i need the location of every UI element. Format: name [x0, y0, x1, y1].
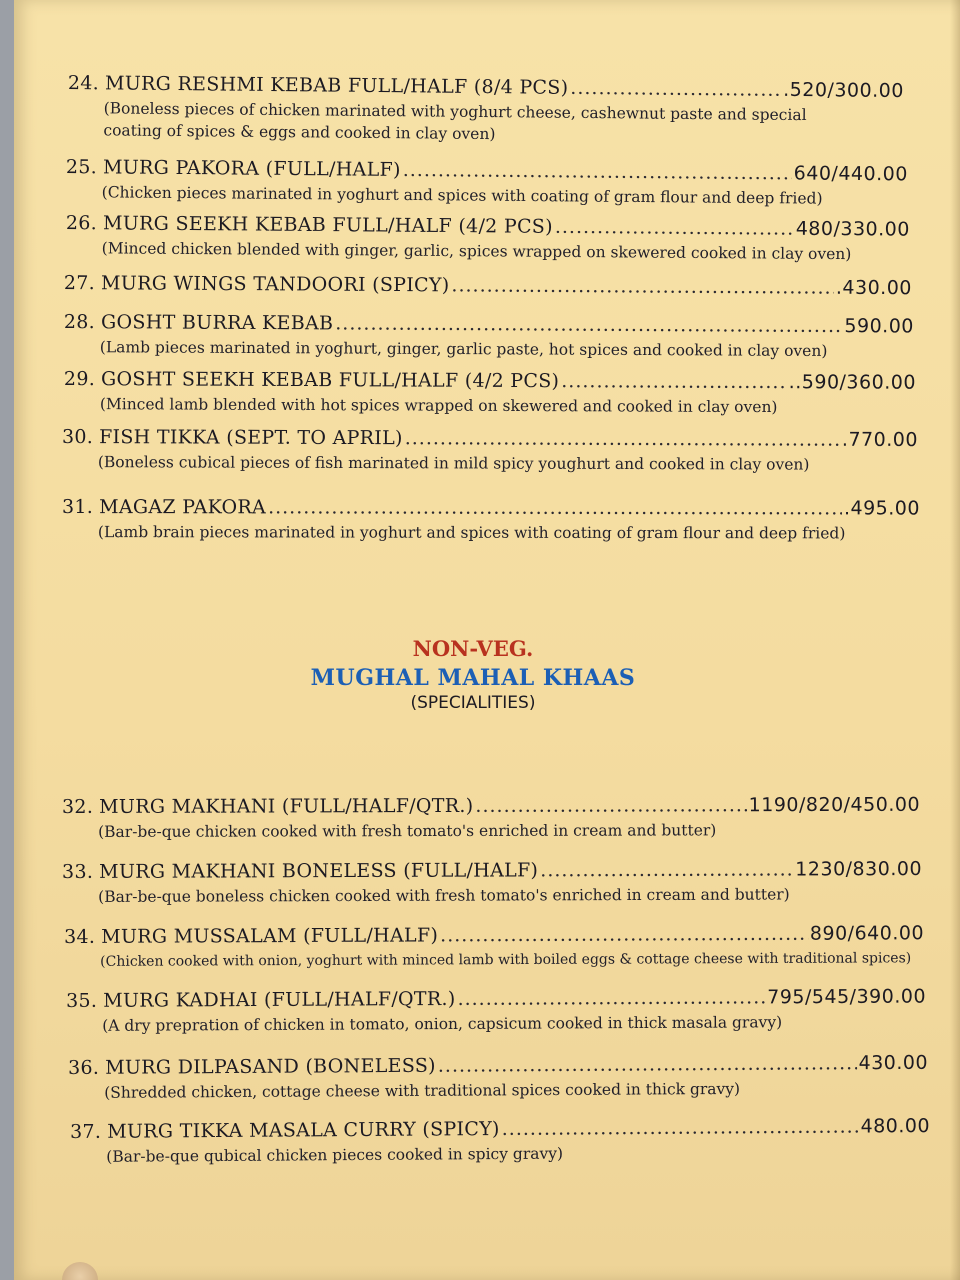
dot-leader: [540, 858, 793, 881]
menu-item-line: [62, 858, 922, 883]
description-line: (Chicken pieces marinated in yoghurt and spices with coating of gram flour and deep fried): [101, 183, 823, 208]
item-price: 480/330.00: [795, 217, 910, 241]
menu-item-line: [62, 496, 920, 519]
item-number: 31.: [61, 496, 94, 519]
item-name: MURG KADHAI (FULL/HALF/QTR.): [103, 987, 456, 1012]
dot-leader: [555, 216, 794, 240]
description-line: (Lamb pieces marinated in yoghurt, ginger, garlic paste, hot spices and cooked in clay oven): [99, 338, 828, 360]
item-number: 26.: [65, 212, 98, 235]
description-line: (Shredded chicken, cottage cheese with traditional spices cooked in thick gravy): [104, 1079, 741, 1102]
dot-leader: [457, 986, 765, 1010]
menu-item-36: [68, 1052, 928, 1104]
dot-leader: [438, 1052, 857, 1077]
dot-leader: [502, 1115, 859, 1139]
item-description: [70, 1140, 930, 1168]
item-number: 32.: [62, 795, 94, 818]
menu-item-30: [62, 426, 918, 476]
menu-item-35: [66, 985, 926, 1037]
item-number: 29.: [63, 368, 96, 391]
description-line: (Lamb brain pieces marinated in yoghurt and spices with coating of gram flour and deep fried): [97, 523, 846, 543]
item-name: MURG SEEKH KEBAB FULL/HALF (4/2 PCS): [102, 212, 553, 238]
item-number: 27.: [63, 272, 96, 295]
item-number: 28.: [63, 311, 96, 334]
menu-item-line: [66, 156, 908, 185]
section-subtitle: (SPECIALITIES): [410, 693, 536, 713]
item-description: [66, 1010, 926, 1037]
item-description: [66, 181, 908, 210]
menu-item-24: [67, 72, 904, 149]
menu-item-28: [64, 311, 914, 362]
dot-leader: [335, 312, 842, 337]
item-price: 640/440.00: [793, 162, 908, 186]
description-line: (Boneless cubical pieces of fish marinated in mild spicy youghurt and cooked in clay oven): [97, 453, 810, 474]
description-line: (Bar-be-que chicken cooked with fresh tomato's enriched in cream and butter): [98, 821, 717, 841]
item-name: MURG WINGS TANDOORI (SPICY): [100, 272, 450, 297]
dot-leader: [570, 77, 781, 101]
item-price: .495.00: [843, 497, 920, 520]
item-price: .520/300.00: [783, 78, 904, 103]
item-description: [68, 1077, 928, 1104]
menu-item-line: [70, 1115, 930, 1143]
menu-item-line: [66, 985, 926, 1012]
item-name: MURG MAKHANI BONELESS (FULL/HALF): [99, 859, 539, 883]
menu-item-29: [64, 368, 916, 419]
item-price: 480.00: [860, 1114, 931, 1138]
menu-item-32: [62, 794, 920, 843]
item-price: ..590/360.00: [788, 371, 916, 394]
binder-ring: [62, 1262, 98, 1280]
item-number: 33.: [62, 860, 94, 883]
item-name: MURG TIKKA MASALA CURRY (SPICY): [107, 1118, 500, 1143]
item-price: .770.00: [841, 428, 918, 451]
item-price: 430.00: [858, 1051, 929, 1075]
menu-item-line: [64, 922, 924, 948]
page-edge-shadow: [950, 0, 960, 1280]
dot-leader: [561, 370, 787, 393]
menu-item-33: [62, 858, 922, 908]
dot-leader: [451, 274, 834, 298]
menu-item-34: [64, 922, 924, 973]
item-number: 24.: [67, 72, 100, 95]
menu-item-line: [66, 212, 910, 241]
item-name: GOSHT SEEKH KEBAB FULL/HALF (4/2 PCS): [101, 368, 560, 393]
item-description: [62, 883, 922, 908]
menu-item-line: [64, 311, 914, 337]
item-price: .430.00: [835, 276, 912, 300]
item-name: MURG PAKORA (FULL/HALF): [102, 156, 401, 181]
menu-item-line: [64, 368, 916, 394]
item-name: MURG MUSSALAM (FULL/HALF): [101, 924, 439, 948]
menu-item-25: [66, 156, 908, 210]
description-line: (Bar-be-que qubical chicken pieces cooked in spicy gravy): [106, 1144, 564, 1166]
description-line: (Boneless pieces of chicken marinated with yoghurt cheese, cashewnut paste and special: [103, 99, 807, 125]
item-description: [66, 237, 910, 266]
menu-item-line: [62, 426, 918, 451]
item-name: MURG MAKHANI (FULL/HALF/QTR.): [99, 794, 474, 818]
item-description: [62, 521, 920, 544]
dot-leader: [268, 496, 842, 519]
menu-item-37: [70, 1115, 930, 1168]
item-description: [67, 97, 903, 149]
item-description: [64, 393, 916, 419]
item-price: 795/545/390.00: [767, 985, 927, 1009]
item-description: [62, 451, 918, 476]
menu-item-27: [64, 272, 912, 299]
dot-leader: [403, 159, 792, 184]
menu-item-26: [66, 212, 910, 266]
menu-item-31: [62, 496, 920, 544]
item-price: 590.00: [844, 315, 914, 338]
menu-page: [14, 0, 960, 1280]
dot-leader: [405, 427, 840, 451]
description-line: (Chicken cooked with onion, yoghurt with minced lamb with boiled eggs & cottage cheese with traditional spices): [100, 950, 912, 970]
item-number: 30.: [61, 426, 94, 449]
item-price: 1230/830.00: [795, 857, 923, 881]
item-number: 25.: [65, 156, 98, 179]
section-heading-non-veg: NON-VEG.: [412, 636, 534, 661]
item-number: 34.: [64, 925, 96, 948]
dot-leader: [440, 923, 808, 947]
item-name: MURG DILPASAND (BONELESS): [105, 1054, 436, 1079]
description-line: (A dry prepration of chicken in tomato, onion, capsicum cooked in thick masala gravy): [102, 1013, 783, 1035]
item-name: GOSHT BURRA KEBAB: [101, 311, 334, 335]
item-price: 1190/820/450.00: [748, 793, 921, 817]
item-number: 37.: [70, 1120, 102, 1143]
menu-item-line: [68, 1052, 928, 1079]
section-title: MUGHAL MAHAL KHAAS: [310, 665, 636, 691]
item-name: MURG RESHMI KEBAB FULL/HALF (8/4 PCS): [104, 72, 569, 99]
description-line: (Minced chicken blended with ginger, garlic, spices wrapped on skewered cooked in clay oven): [101, 239, 852, 264]
item-description: [64, 336, 914, 362]
menu-item-line: [64, 272, 912, 299]
item-number: 36.: [68, 1056, 100, 1079]
item-name: FISH TIKKA (SEPT. TO APRIL): [99, 426, 403, 450]
dot-leader: [475, 794, 746, 817]
item-description: [62, 819, 920, 843]
item-number: 35.: [66, 989, 98, 1012]
description-line: (Minced lamb blended with hot spices wrapped on skewered and cooked in clay oven): [99, 395, 778, 417]
item-price: 890/640.00: [809, 922, 925, 945]
item-description: [64, 947, 924, 973]
item-name: MAGAZ PAKORA: [99, 496, 267, 519]
description-line: (Bar-be-que boneless chicken cooked with fresh tomato's enriched in cream and butter): [98, 885, 790, 906]
menu-item-line: [62, 794, 920, 818]
description-line: coating of spices & eggs and cooked in clay oven): [103, 121, 496, 144]
